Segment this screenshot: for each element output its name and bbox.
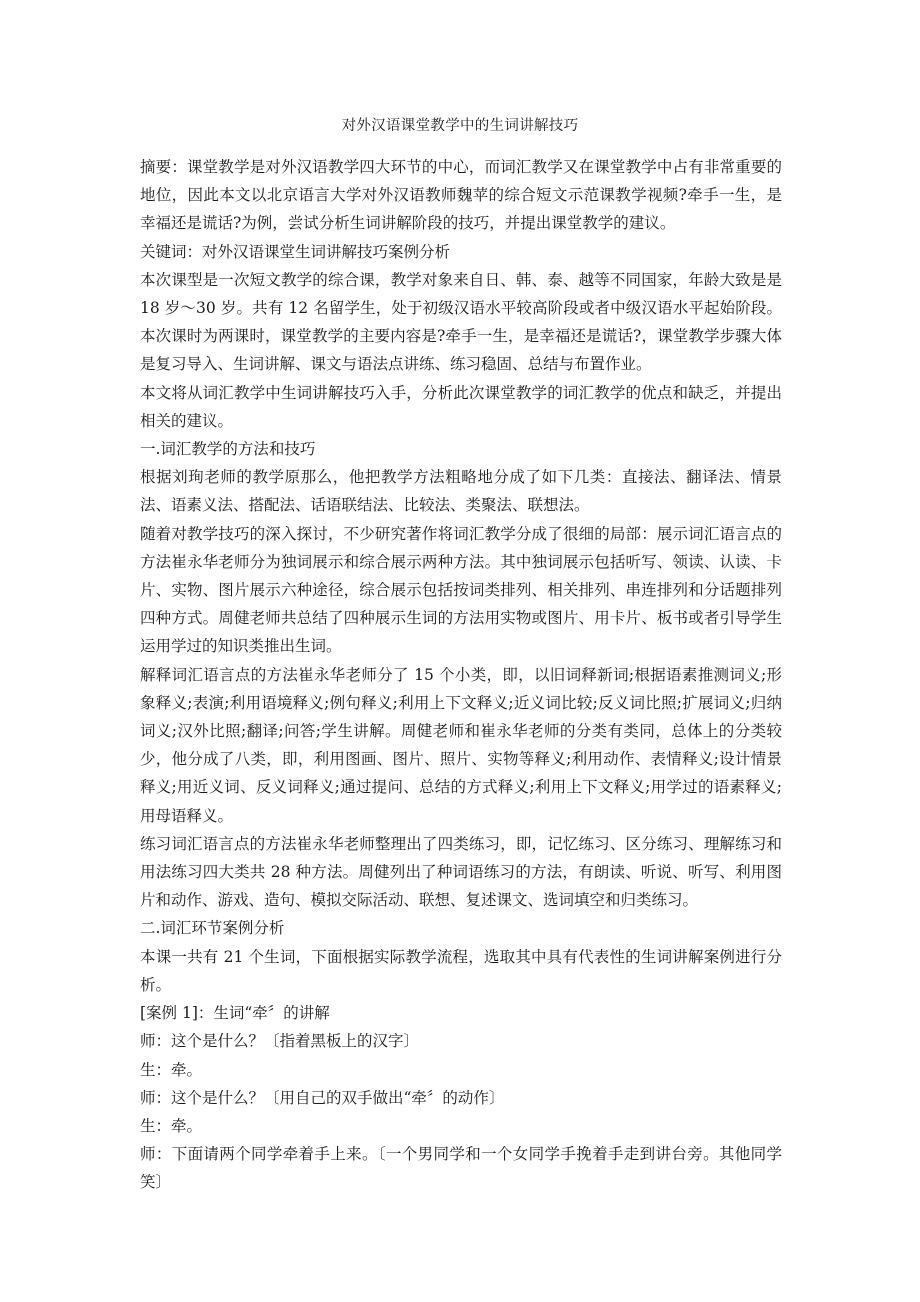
- abstract-paragraph: 摘要：课堂教学是对外汉语教学四大环节的中心，而词汇教学又在课堂教学中占有非常重要的地位，因此本文以北京语言大学对外汉语教师魏苹的综合短文示范课教学视频?牵手一生，是幸福还是谎话?为例，尝试分析生词讲解阶段的技巧，并提出课堂教学的建议。: [140, 158, 782, 233]
- dialogue-line: 师：这个是什么？〔用自己的双手做出“牵〞的动作〕: [140, 1088, 505, 1107]
- body-paragraph: 练习词汇语言点的方法崔永华老师整理出了四类练习，即，记忆练习、区分练习、理解练习和用法练习四大类共 28 种方法。周健列出了种词语练习的方法，有朗读、听说、听写、利用图片和动作、游戏、造句、模拟交际活动、联想、复述课文、选词填空和归类练习。: [140, 834, 782, 910]
- body-paragraph: 本文将从词汇教学中生词讲解技巧入手，分析此次课堂教学的词汇教学的优点和缺乏，并提出相关的建议。: [140, 383, 782, 430]
- document-title: 对外汉语课堂教学中的生词讲解技巧: [341, 118, 579, 134]
- body-paragraph: 解释词汇语言点的方法崔永华老师分了 15 个小类，即，以旧词释新词;根据语素推测词义;形象释义;表演;利用语境释义;例句释义;利用上下文释义;近义词比较;反义词比照;扩展词义;归纳词义;汉外比照;翻译;问答;学生讲解。周健老师和崔永华老师的分类有类同，总体上的分类较少，他分成了八类，即，利用图画、图片、照片、实物等释义;利用动作、表情释义;设计情景释义;用近义词、反义词释义;通过提问、总结的方式释义;利用上下文释义;用学过的语素释义;用母语释义。: [140, 665, 782, 825]
- dialogue-line: 师：这个是什么？〔指着黑板上的汉字〕: [140, 1032, 420, 1051]
- body-paragraph: 根据刘珣老师的教学原那么，他把教学方法粗略地分成了如下几类：直接法、翻译法、情景法、语素义法、搭配法、话语联结法、比较法、类聚法、联想法。: [140, 468, 782, 515]
- dialogue-line: 生：牵。: [140, 1060, 203, 1079]
- case-heading: [案例 1]：生词“牵〞的讲解: [140, 1004, 330, 1023]
- keywords-line: 关键词：对外汉语课堂生词讲解技巧案例分析: [140, 242, 451, 261]
- body-paragraph: 本次课型是一次短文教学的综合课，教学对象来自日、韩、泰、越等不同国家，年龄大致是是 18 岁～30 岁。共有 12 名留学生，处于初级汉语水平较高阶段或者中级汉语水平起始阶段。本次课时为两课时，课堂教学的主要内容是?牵手一生，是幸福还是谎话?，课堂教学步骤大体是复习导入、生词讲解、课文与语法点讲练、练习稳固、总结与布置作业。: [140, 270, 782, 374]
- section-heading: 一.词汇教学的方法和技巧: [140, 440, 316, 459]
- dialogue-line: 师：下面请两个同学牵着手上来。〔一个男同学和一个女同学手挽着手走到讲台旁。其他同学笑〕: [140, 1145, 782, 1192]
- body-paragraph: 随着对教学技巧的深入探讨，不少研究著作将词汇教学分成了很细的局部：展示词汇语言点的方法崔永华老师分为独词展示和综合展示两种方法。其中独词展示包括听写、领读、认读、卡片、实物、图片展示六种途径，综合展示包括按词类排列、相关排列、串连排列和分话题排列四种方式。周健老师共总结了四种展示生词的方法用实物或图片、用卡片、板书或者引导学生运用学过的知识类推出生词。: [140, 524, 782, 656]
- body-paragraph: 本课一共有 21 个生词，下面根据实际教学流程，选取其中具有代表性的生词讲解案例进行分析。: [140, 947, 782, 994]
- dialogue-line: 生：牵。: [140, 1116, 203, 1135]
- document-body: [140, 153, 782, 1197]
- section-heading: 二.词汇环节案例分析: [140, 919, 285, 938]
